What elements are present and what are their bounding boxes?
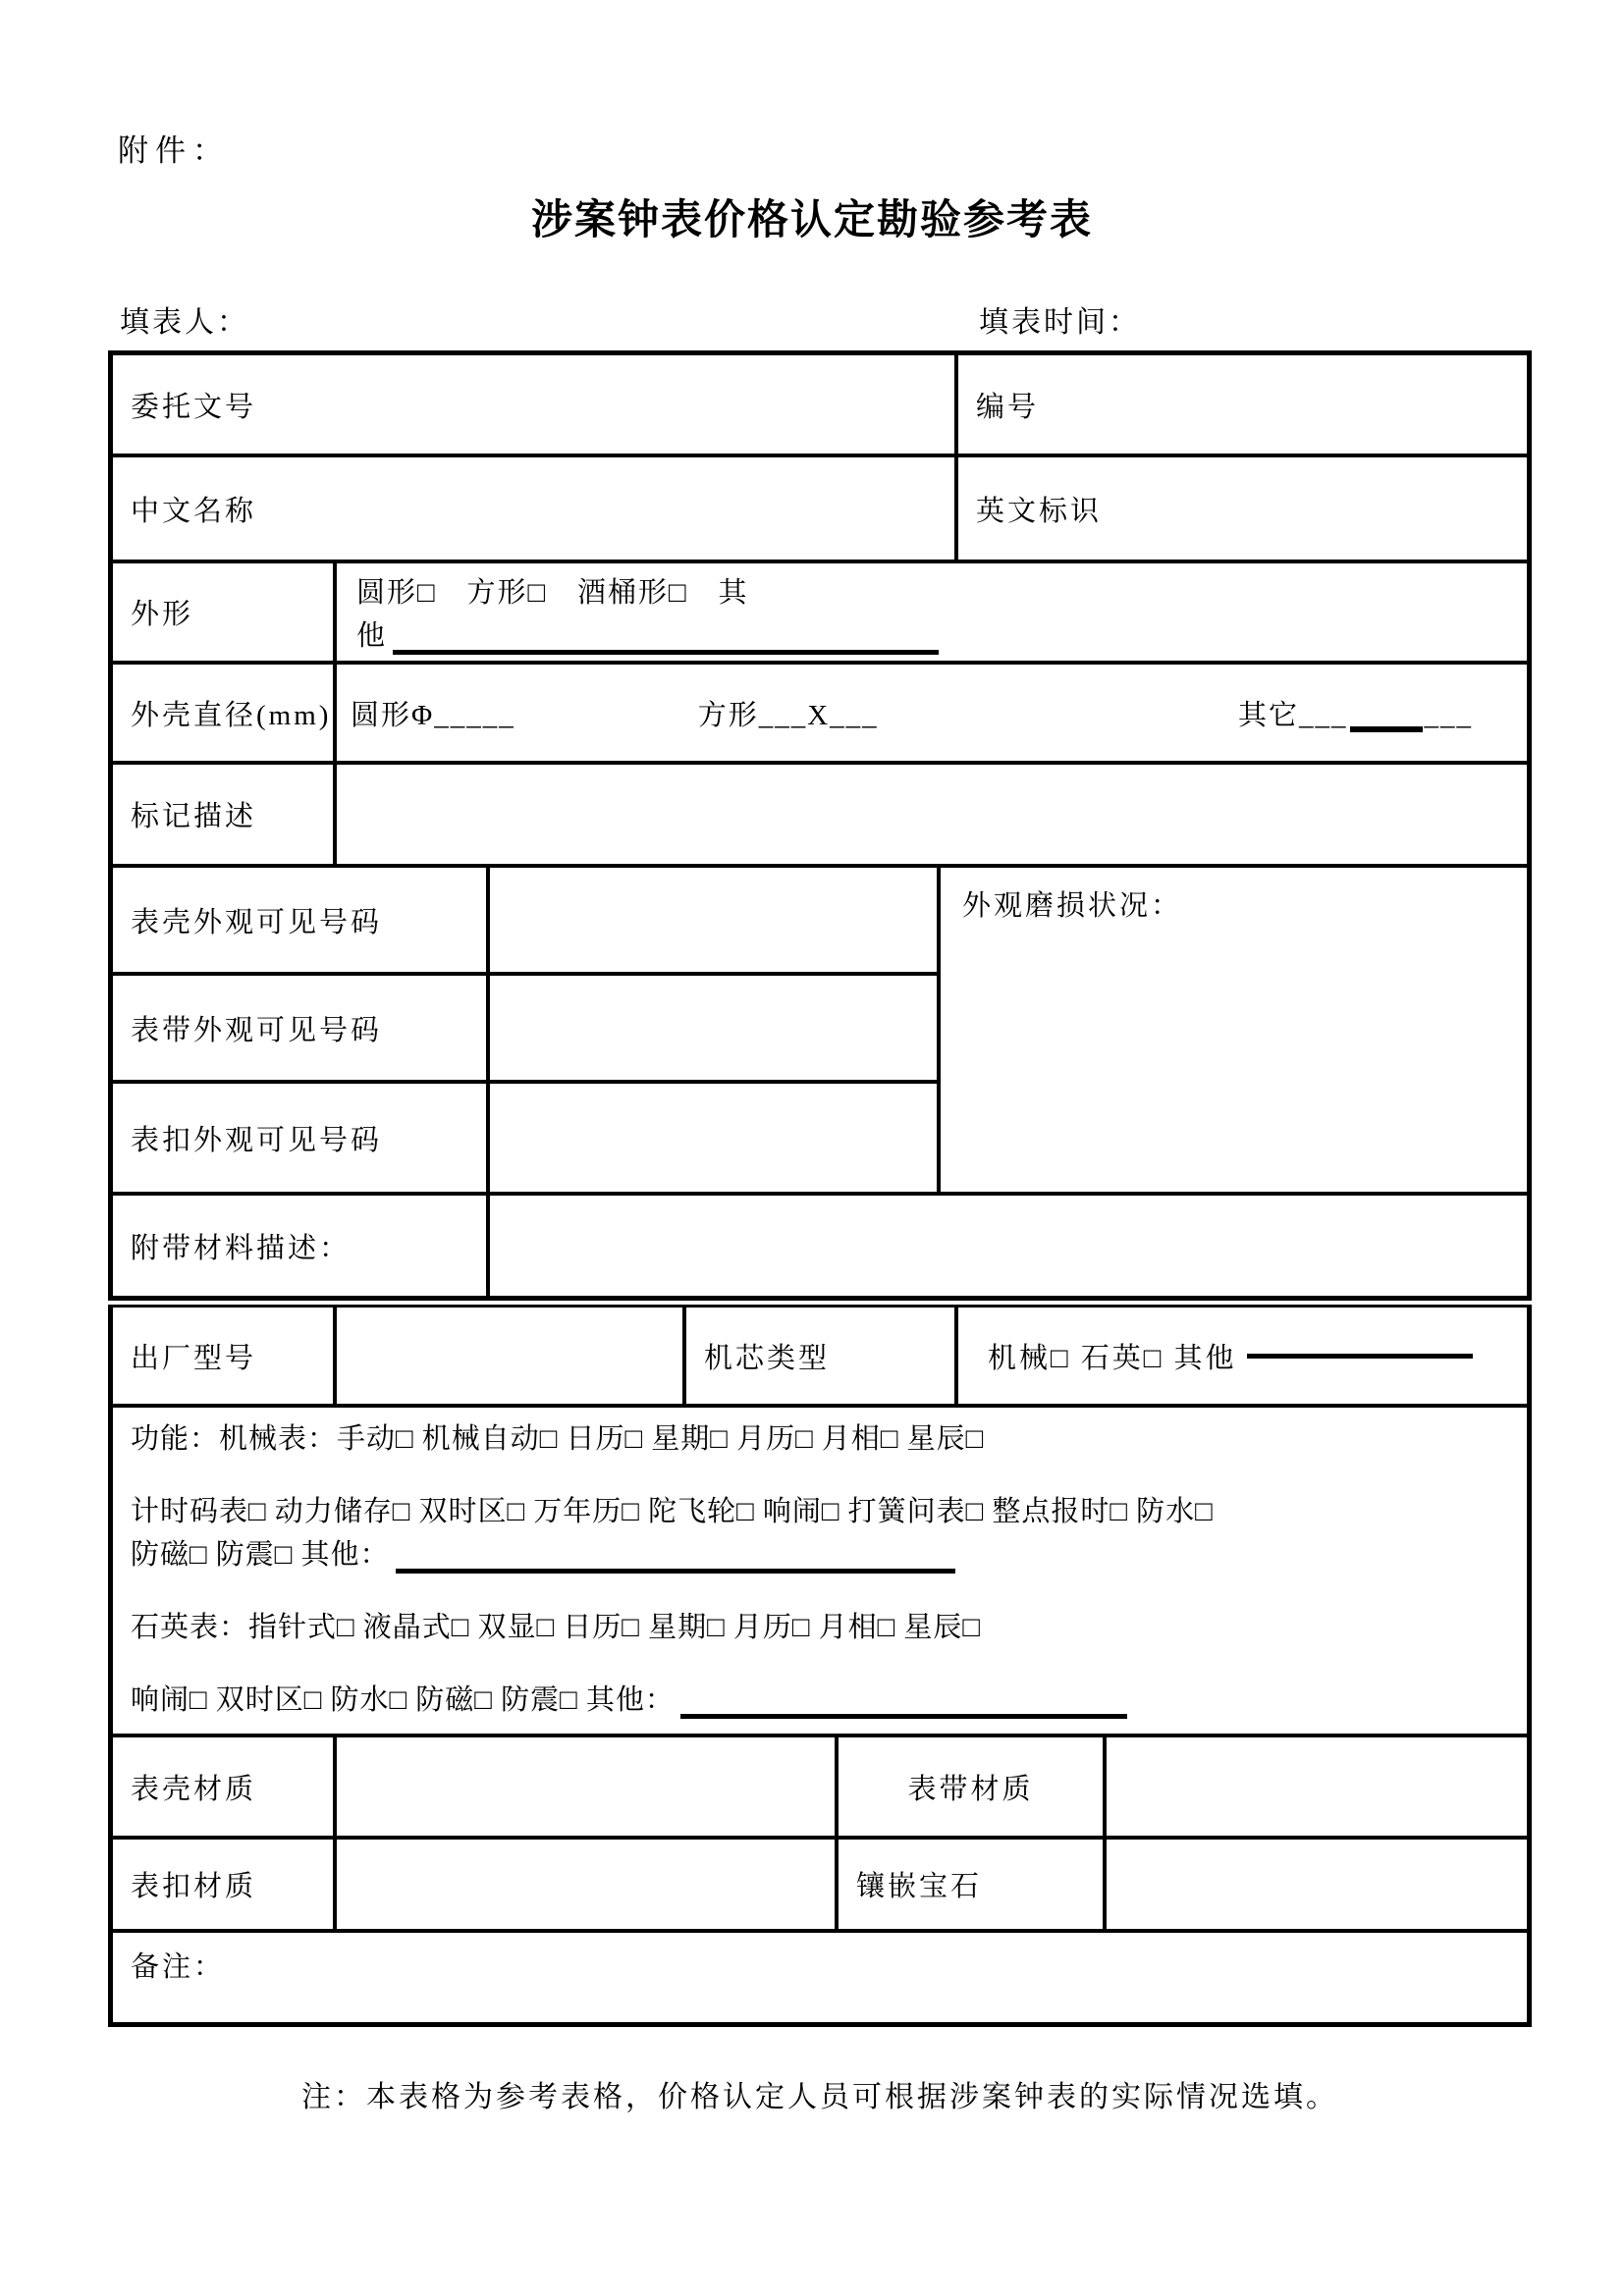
functions-line-mechanical: 功能：机械表：手动□ 机械自动□ 日历□ 星期□ 月历□ 月相□ 星辰□ (131, 1423, 985, 1455)
row-model-movement (113, 1308, 1527, 1408)
strap-material-input-area (1107, 1737, 1527, 1836)
movement-other-blank (1247, 1354, 1473, 1359)
form-title: 涉案钟表价格认定勘验参考表 (530, 198, 1093, 243)
attached-materials-label: 附带材料描述： (113, 1196, 490, 1296)
inlaid-gems-label: 镶嵌宝石 (839, 1840, 1107, 1929)
diameter-options (337, 665, 1527, 761)
wear-condition-label: 外观磨损状况： (962, 890, 1183, 922)
factory-model-input-area (337, 1308, 686, 1404)
factory-model-label: 出厂型号 (113, 1308, 337, 1404)
functions-line-mech-other: 防磁□ 防震□ 其他： (131, 1533, 1509, 1576)
form-header (108, 297, 1532, 337)
attachment-label: 附件： (118, 133, 230, 168)
form-filler-label: 填表人： (120, 306, 249, 339)
form-table-lower (108, 1305, 1532, 2027)
row-remarks (113, 1933, 1527, 2022)
serial-number-label: 编号 (976, 391, 1040, 423)
shape-options-line1: 圆形□ 方形□ 酒桶形□ 其 (356, 577, 749, 609)
mark-description-input-area (337, 765, 1527, 864)
row-strap-number (113, 976, 941, 1084)
case-visible-number-label: 表壳外观可见号码 (113, 868, 490, 972)
entrust-doc-number-label: 委托文号 (113, 355, 958, 454)
row-buckle-number (113, 1084, 941, 1192)
case-diameter-label: 外壳直径(mm) (113, 665, 337, 761)
case-visible-number-input-area (490, 868, 941, 972)
chinese-name-label: 中文名称 (113, 457, 958, 560)
row-entrust-number (113, 355, 1527, 457)
row-case-number (113, 868, 941, 976)
form-table-upper (108, 350, 1532, 1301)
diameter-square-option: 方形___X___ (697, 699, 879, 731)
functions-line-quartz: 石英表：指针式□ 液晶式□ 双显□ 日历□ 星期□ 月历□ 月相□ 星辰□ (131, 1612, 981, 1643)
functions-line-complications: 计时码表□ 动力储存□ 双时区□ 万年历□ 陀飞轮□ 响闹□ 打簧问表□ 整点报时□ 防水□ (131, 1496, 1214, 1527)
shape-options-line2: 他 (356, 614, 1527, 658)
movement-type-options: 机械□ 石英□ 其他 (958, 1308, 1527, 1404)
functions-mech-other-blank (396, 1569, 955, 1574)
attached-materials-input-area (490, 1196, 1527, 1296)
case-material-label: 表壳材质 (113, 1737, 337, 1836)
shape-other-blank (393, 650, 939, 655)
functions-line-quartz-other: 响闹□ 双时区□ 防水□ 防磁□ 防震□ 其他： (131, 1679, 1509, 1722)
visible-numbers-rows (113, 868, 941, 1192)
functions-cell (113, 1408, 1527, 1734)
functions-quartz-other-blank (680, 1714, 1127, 1719)
row-names (113, 457, 1527, 563)
diameter-round-option: 圆形Φ_____ (351, 699, 515, 731)
diameter-other-option: 其它___ ___ (1237, 699, 1473, 731)
strap-visible-number-input-area (490, 976, 941, 1080)
row-functions (113, 1408, 1527, 1737)
diameter-other-bold-blank (1350, 726, 1423, 732)
remarks-label: 备注： (131, 1951, 226, 1983)
row-case-strap-material (113, 1737, 1527, 1840)
row-diameter (113, 665, 1527, 765)
buckle-material-input-area (337, 1840, 839, 1929)
case-material-input-area (337, 1737, 839, 1836)
mark-description-label: 标记描述 (113, 765, 337, 864)
buckle-visible-number-input-area (490, 1084, 941, 1192)
row-buckle-gems (113, 1840, 1527, 1933)
visible-numbers-group (113, 868, 1527, 1196)
row-shape (113, 563, 1527, 665)
form-time-label: 填表时间： (979, 306, 1141, 339)
shape-label: 外形 (113, 563, 337, 661)
buckle-material-label: 表扣材质 (113, 1840, 337, 1929)
strap-material-label: 表带材质 (839, 1737, 1107, 1836)
row-mark-description (113, 765, 1527, 868)
inlaid-gems-input-area (1107, 1840, 1527, 1929)
row-attached-materials (113, 1196, 1527, 1296)
buckle-visible-number-label: 表扣外观可见号码 (113, 1084, 490, 1192)
footnote: 注：本表格为参考表格，价格认定人员可根据涉案钟表的实际情况选填。 (301, 2081, 1338, 2113)
strap-visible-number-label: 表带外观可见号码 (113, 976, 490, 1080)
english-mark-label: 英文标识 (976, 495, 1103, 527)
shape-options (337, 563, 1527, 661)
movement-type-label: 机芯类型 (686, 1308, 958, 1404)
